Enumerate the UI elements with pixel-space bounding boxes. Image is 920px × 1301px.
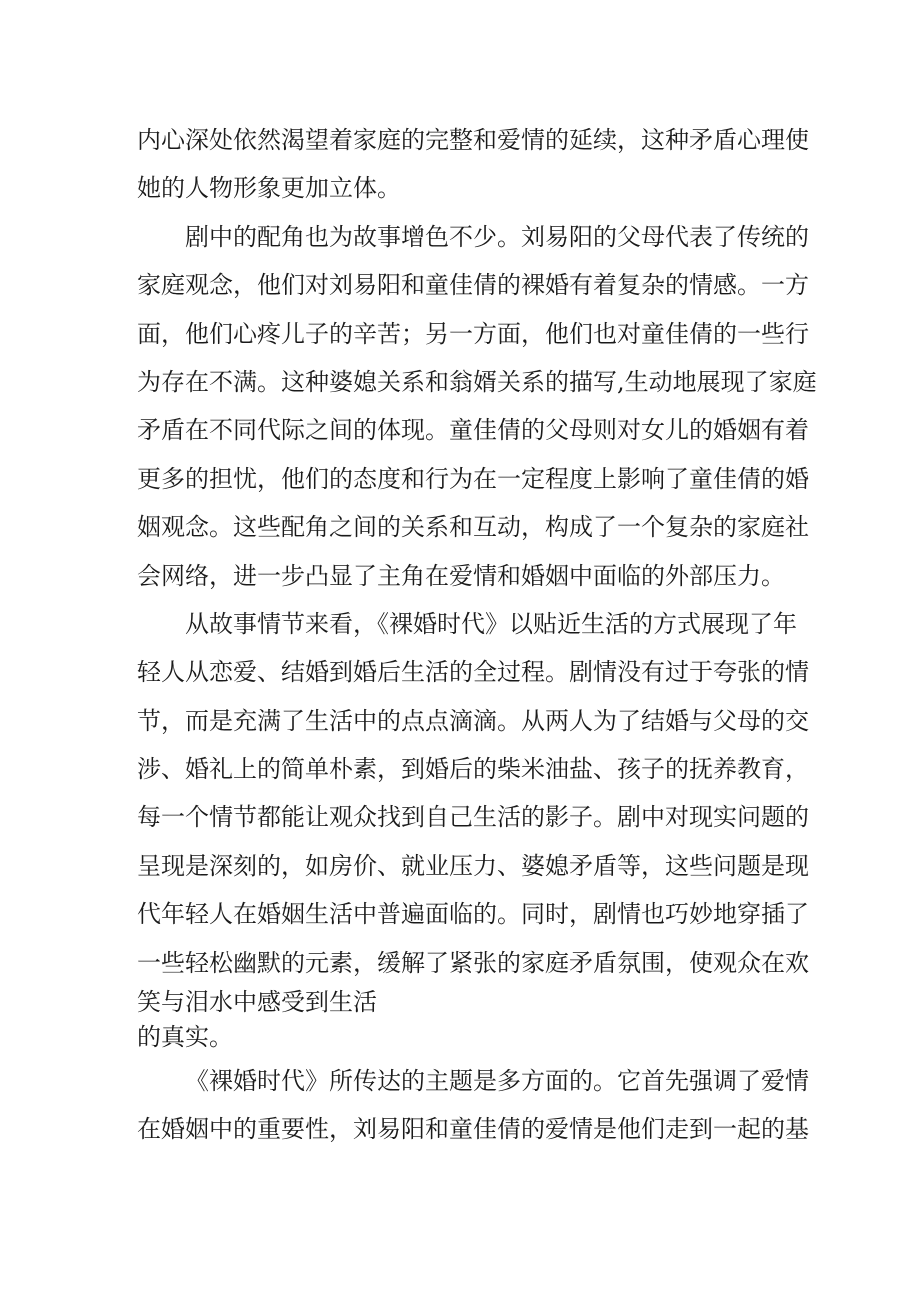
document-body <box>137 116 817 1154</box>
text-line: 为存在不满。这种婆媳关系和翁婿关系的描写,生动地展现了家庭 <box>137 367 817 396</box>
text-line: 节，而是充满了生活中的点点滴滴。从两人为了结婚与父母的交 <box>137 706 809 735</box>
text-line: 会网络，进一步凸显了主角在爱情和婚姻中面临的外部压力。 <box>137 561 785 590</box>
text-line: 面，他们心疼儿子的辛苦；另一方面，他们也对童佳倩的一些行 <box>137 319 809 348</box>
text-line: 笑与泪水中感受到生活 <box>137 988 377 1017</box>
text-line: 轻人从恋爱、结婚到婚后生活的全过程。剧情没有过于夸张的情 <box>137 658 809 687</box>
text-line: 涉、婚礼上的简单朴素，到婚后的柴米油盐、孩子的抚养教育， <box>137 755 809 784</box>
text-line: 从故事情节来看，《裸婚时代》以贴近生活的方式展现了年 <box>185 609 797 638</box>
text-line: 更多的担忧，他们的态度和行为在一定程度上影响了童佳倩的婚 <box>137 464 809 493</box>
text-line: 剧中的配角也为故事增色不少。刘易阳的父母代表了传统的 <box>185 222 809 251</box>
text-line: 姻观念。这些配角之间的关系和互动，构成了一个复杂的家庭社 <box>137 513 809 542</box>
text-line: 她的人物形象更加立体。 <box>137 174 401 203</box>
text-line: 家庭观念，他们对刘易阳和童佳倩的裸婚有着复杂的情感。一方 <box>137 271 809 300</box>
text-line: 呈现是深刻的，如房价、就业压力、婆媳矛盾等，这些问题是现 <box>137 851 809 880</box>
text-line: 的真实。 <box>137 1023 233 1052</box>
text-line: 矛盾在不同代际之间的体现。童佳倩的父母则对女儿的婚姻有着 <box>137 416 809 445</box>
text-line: 《裸婚时代》所传达的主题是多方面的。它首先强调了爱情 <box>185 1067 809 1096</box>
text-line: 在婚姻中的重要性，刘易阳和童佳倩的爱情是他们走到一起的基 <box>137 1115 809 1144</box>
text-line: 一些轻松幽默的元素，缓解了紧张的家庭矛盾氛围，使观众在欢 <box>137 948 809 977</box>
text-line: 每一个情节都能让观众找到自己生活的影子。剧中对现实问题的 <box>137 803 809 832</box>
text-line: 内心深处依然渴望着家庭的完整和爱情的延续，这种矛盾心理使 <box>137 126 809 154</box>
text-line: 代年轻人在婚姻生活中普遍面临的。同时，剧情也巧妙地穿插了 <box>137 900 809 929</box>
